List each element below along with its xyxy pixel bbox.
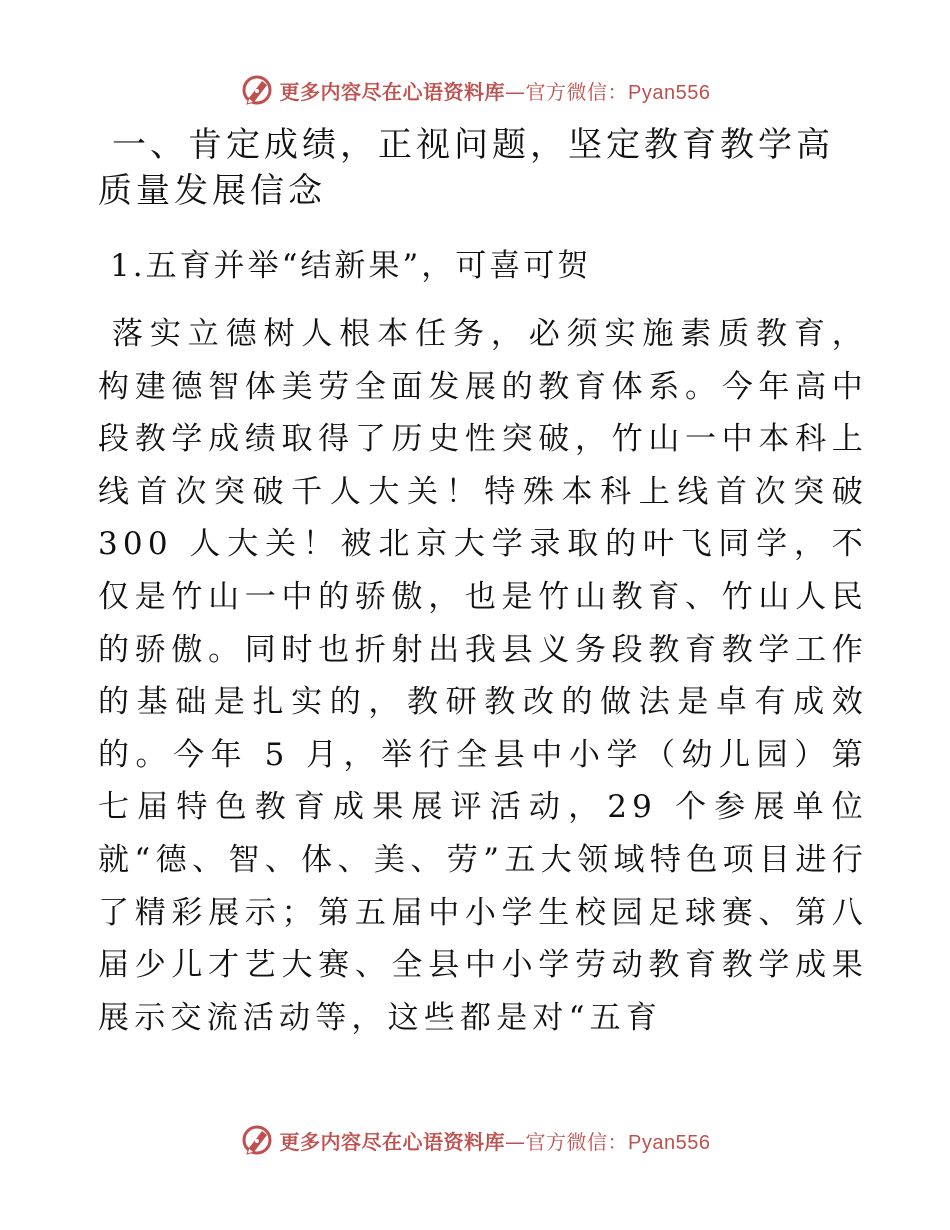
- banner-wechat-id: Pyan556: [628, 1131, 711, 1154]
- banner-wechat-id: Pyan556: [628, 81, 711, 104]
- banner-text: [280, 76, 711, 105]
- banner-main-text: 更多内容尽在心语资料库: [279, 79, 506, 104]
- document-body: [98, 122, 868, 1044]
- pen-logo-icon: [240, 73, 274, 107]
- section-heading: 一、肯定成绩，正视问题，坚定教育教学高质量发展信念: [98, 125, 834, 211]
- body-paragraph: 落实立德树人根本任务，必须实施素质教育，构建德智体美劳全面发展的教育体系。今年高中段教学成绩取得了历史性突破，竹山一中本科上线首次突破千人大关！特殊本科上线首次突破 300 人大关！被北京大学录取的叶飞同学，不仅是竹山一中的骄傲，也是竹山教育、竹山人民的骄傲。同时也折射出我县义务段教育教学工作的基础是扎实的，教研教改的做法是卓有成效的。今年 5 月，举行全县中小学（幼儿园）第七届特色教育成果展评活动，29 个参展单位就“德、智、体、美、劳”五大领域特色项目进行了精彩展示；第五届中小学生校园足球赛、第八届少儿才艺大赛、全县中小学劳动教育教学成果展示交流活动等，这些都是对“五育: [98, 316, 868, 1036]
- banner-wechat-label: 官方微信：: [525, 79, 629, 104]
- banner-main-text: 更多内容尽在心语资料库: [279, 1129, 506, 1154]
- banner-separator: —: [505, 1129, 526, 1154]
- banner-text: [280, 1126, 711, 1155]
- banner-wechat-label: 官方微信：: [525, 1129, 629, 1154]
- banner-separator: —: [505, 79, 526, 104]
- subsection-heading: 1.五育并举“结新果”，可喜可贺: [110, 248, 592, 284]
- header-banner: [0, 70, 950, 110]
- footer-banner: [0, 1120, 950, 1160]
- pen-logo-icon: [240, 1123, 274, 1157]
